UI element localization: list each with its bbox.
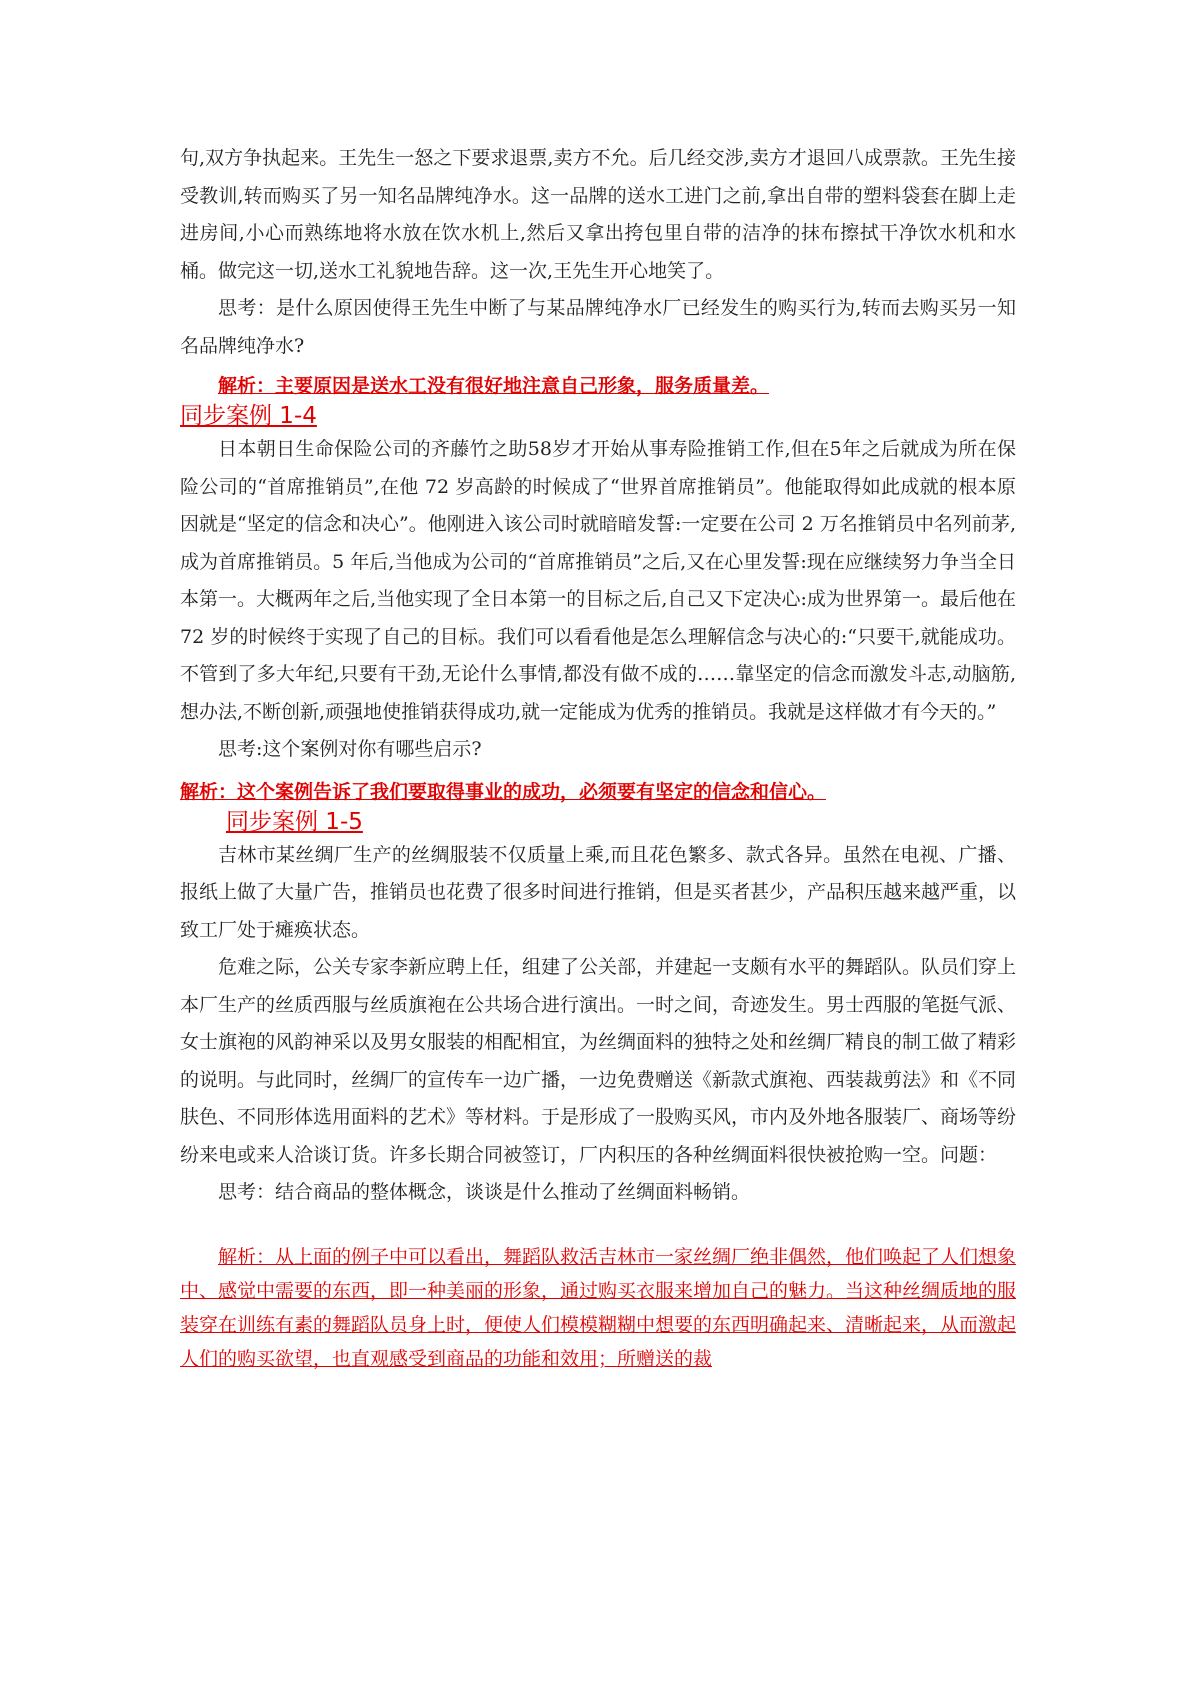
answer-1: 解析：主要原因是送水工没有很好地注意自己形象，服务质量差。 (218, 375, 770, 397)
think-question-1: 思考：是什么原因使得王先生中断了与某品牌纯净水厂已经发生的购买行为,转而去购买另一知名品牌纯净水? (180, 297, 1016, 357)
paragraph-water-story: 句,双方争执起来。王先生一怒之下要求退票,卖方不允。后几经交涉,卖方才退回八成票款。王先生接受教训,转而购买了另一知名品牌纯净水。这一品牌的送水工进门之前,拿出自带的塑料袋套在脚上走进房间,小心而熟练地将水放在饮水机上,然后又拿出挎包里自带的洁净的抹布擦拭干净饮水机和水桶。做完这一切,送水工礼貌地告辞。这一次,王先生开心地笑了。 (180, 147, 1016, 282)
paragraph-saito-story: 日本朝日生命保险公司的齐藤竹之助58岁才开始从事寿险推销工作,但在5年之后就成为所在保险公司的“首席推销员”,在他 72 岁高龄的时候成了“世界首席推销员”。他能取得如此成就的根本原因就是“坚定的信念和决心”。他刚进入该公司时就暗暗发誓:一定要在公司 2 万名推销员中名列前茅,成为首席推销员。5 年后,当他成为公司的“首席推销员”之后,又在心里发誓:现在应继续努力争当全日本第一。大概两年之后,当他实现了全日本第一的目标之后,自己又下定决心:成为世界第一。最后他在 72 岁的时候终于实现了自己的目标。我们可以看看他是怎么理解信念与决心的:“只要干,就能成功。不管到了多大年纪,只要有干劲,无论什么事情,都没有做不成的……靠坚定的信念而激发斗志,动脑筋,想办法,不断创新,顽强地使推销获得成功,就一定能成为优秀的推销员。我就是这样做才有今天的。” (180, 438, 1016, 723)
paragraph-silk-factory: 吉林市某丝绸厂生产的丝绸服装不仅质量上乘,而且花色繁多、款式各异。虽然在电视、广播、报纸上做了大量广告，推销员也花费了很多时间进行推销，但是买者甚少，产品积压越来越严重，以致工厂处于瘫痪状态。 (180, 843, 1017, 941)
case-heading-1-4: 同步案例 1-4 (180, 403, 317, 429)
answer-2: 解析：这个案例告诉了我们要取得事业的成功，必须要有坚定的信念和信心。 (180, 780, 827, 803)
case-heading-1-5: 同步案例 1-5 (226, 808, 363, 835)
think-question-3: 思考：结合商品的整体概念，谈谈是什么推动了丝绸面料畅销。 (218, 1181, 751, 1203)
document-page (180, 140, 1016, 1376)
answer-3: 解析：从上面的例子中可以看出，舞蹈队救活吉林市一家丝绸厂绝非偶然，他们唤起了人们想象中、感觉中需要的东西，即一种美丽的形象，通过购买衣服来增加自己的魅力。当这种丝绸质地的服装穿在训练有素的舞蹈队员身上时，便使人们模模糊糊中想要的东西明确起来、清晰起来，从而激起人们的购买欲望，也直观感受到商品的功能和效用；所赠送的裁 (180, 1245, 1017, 1370)
paragraph-pr-expert: 危难之际，公关专家李新应聘上任，组建了公关部，并建起一支颇有水平的舞蹈队。队员们穿上本厂生产的丝质西服与丝质旗袍在公共场合进行演出。一时之间，奇迹发生。男士西服的笔挺气派、女士旗袍的风韵神采以及男女服装的相配相宜，为丝绸面料的独特之处和丝绸厂精良的制工做了精彩的说明。与此同时，丝绸厂的宣传车一边广播，一边免费赠送《新款式旗袍、西装裁剪法》和《不同肤色、不同形体选用面料的艺术》等材料。于是形成了一股购买风，市内及外地各服装厂、商场等纷纷来电或来人洽谈订货。许多长期合同被签订，厂内积压的各种丝绸面料很快被抢购一空。问题： (180, 956, 1017, 1166)
think-question-2: 思考:这个案例对你有哪些启示? (218, 738, 482, 760)
